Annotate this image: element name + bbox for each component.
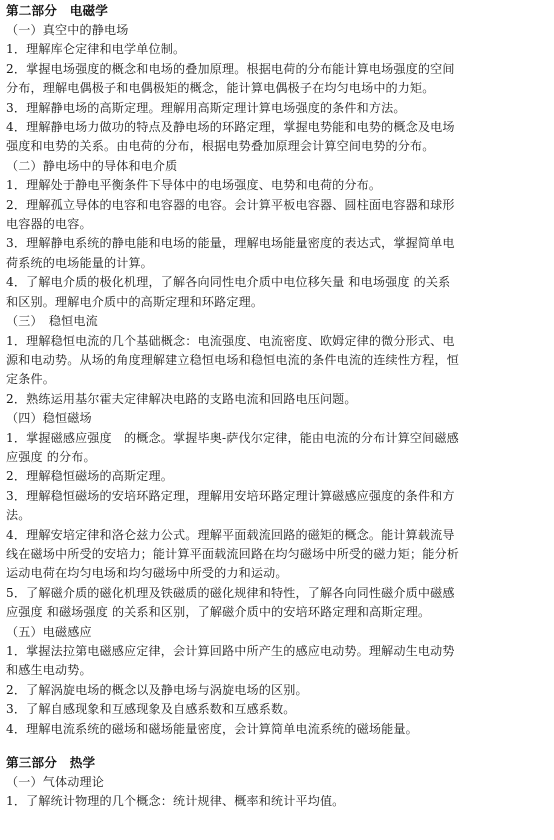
text-line: 1．理解处于静电平衡条件下导体中的电场强度、电势和电荷的分布。 (6, 178, 382, 193)
text-line: 1．了解统计物理的几个概念：统计规律、概率和统计平均值。 (6, 794, 345, 809)
text-line: 运动电荷在均匀电场和均匀磁场中所受的力和运动。 (6, 566, 288, 581)
text-line: 荷系统的电场能量的计算。 (6, 255, 153, 270)
text-line: 电容器的电容。 (6, 217, 92, 232)
text-line: 2．掌握电场强度的概念和电场的叠加原理。根据电荷的分布能计算电场强度的空间 (6, 61, 455, 76)
text-line: 3．理解静电场的高斯定理。理解用高斯定理计算电场强度的条件和方法。 (6, 100, 406, 115)
text-line: 2．了解涡旋电场的概念以及静电场与涡旋电场的区别。 (6, 682, 308, 697)
text-line: 4．理解电流系统的磁场和磁场能量密度，会计算简单电流系统的磁场能量。 (6, 721, 418, 736)
section-heading: （五）电磁感应 (6, 624, 92, 639)
text-line: 定条件。 (6, 372, 55, 387)
text-line: 线在磁场中所受的安培力；能计算平面载流回路在均匀磁场中所受的磁力矩；能分析 (6, 546, 460, 561)
text-line: 3．理解稳恒磁场的安培环路定理，理解用安培环路定理计算磁感应强度的条件和方 (6, 488, 455, 503)
text-line: 5．了解磁介质的磁化机理及铁磁质的磁化规律和特性，了解各向同性磁介质中磁感 (6, 585, 455, 600)
text-line: 1．掌握磁感应强度 的概念。掌握毕奥-萨伐尔定律，能由电流的分布计算空间磁感 (6, 430, 459, 445)
text-line: 3．了解自感现象和互感现象及自感系数和互感系数。 (6, 702, 296, 717)
section-heading: （一）气体动理论 (6, 775, 104, 790)
text-line: 源和电动势。从场的角度理解建立稳恒电场和稳恒电流的条件电流的连续性方程，恒 (6, 352, 460, 367)
text-line: 和感生电动势。 (6, 663, 92, 678)
section-heading: （二）静电场中的导体和电介质 (6, 158, 178, 173)
text-line: 分布，理解电偶极子和电偶极矩的概念，能计算电偶极子在均匀电场中的力矩。 (6, 81, 435, 96)
text-line: 2．理解孤立导体的电容和电容器的电容。会计算平板电容器、圆柱面电容器和球形 (6, 197, 455, 212)
text-line: 4．理解静电场力做功的特点及静电场的环路定理，掌握电势能和电势的概念及电场 (6, 120, 455, 135)
part-2-title: 第二部分 电磁学 (6, 3, 108, 18)
text-line: 1．掌握法拉第电磁感应定律，会计算回路中所产生的感应电动势。理解动生电动势 (6, 644, 455, 658)
text-line: 4．了解电介质的极化机理，了解各向同性电介质中电位移矢量 和电场强度 的关系 (6, 275, 451, 290)
text-line: 强度和电势的关系。由电荷的分布，根据电势叠加原理会计算空间电势的分布。 (6, 139, 435, 154)
section-heading: （四）稳恒磁场 (6, 411, 92, 426)
text-line: 应强度 和磁场强度 的关系和区别，了解磁介质中的安培环路定理和高斯定理。 (6, 605, 431, 620)
text-line: 3．理解静电系统的静电能和电场的能量，理解电场能量密度的表达式，掌握简单电 (6, 236, 455, 251)
text-line: 法。 (6, 508, 31, 523)
text-line: 和区别。理解电介质中的高斯定理和环路定理。 (6, 294, 264, 309)
part-3-title: 第三部分 热学 (6, 755, 96, 771)
text-line: 2．熟练运用基尔霍夫定律解决电路的支路电流和回路电压问题。 (6, 391, 357, 406)
text-line: 1．理解稳恒电流的几个基础概念：电流强度、电流密度、欧姆定律的微分形式、电 (6, 333, 455, 348)
part-spacer (6, 739, 546, 753)
text-line: 4．理解安培定律和洛仑兹力公式。理解平面载流回路的磁矩的概念。能计算载流导 (6, 527, 455, 542)
section-heading: （一）真空中的静电场 (6, 23, 129, 37)
text-line: 2．理解稳恒磁场的高斯定理。 (6, 469, 174, 484)
text-line: 应强度 的分布。 (6, 449, 96, 464)
section-heading: （三） 稳恒电流 (6, 314, 98, 329)
text-line: 1．理解库仑定律和电学单位制。 (6, 42, 186, 57)
